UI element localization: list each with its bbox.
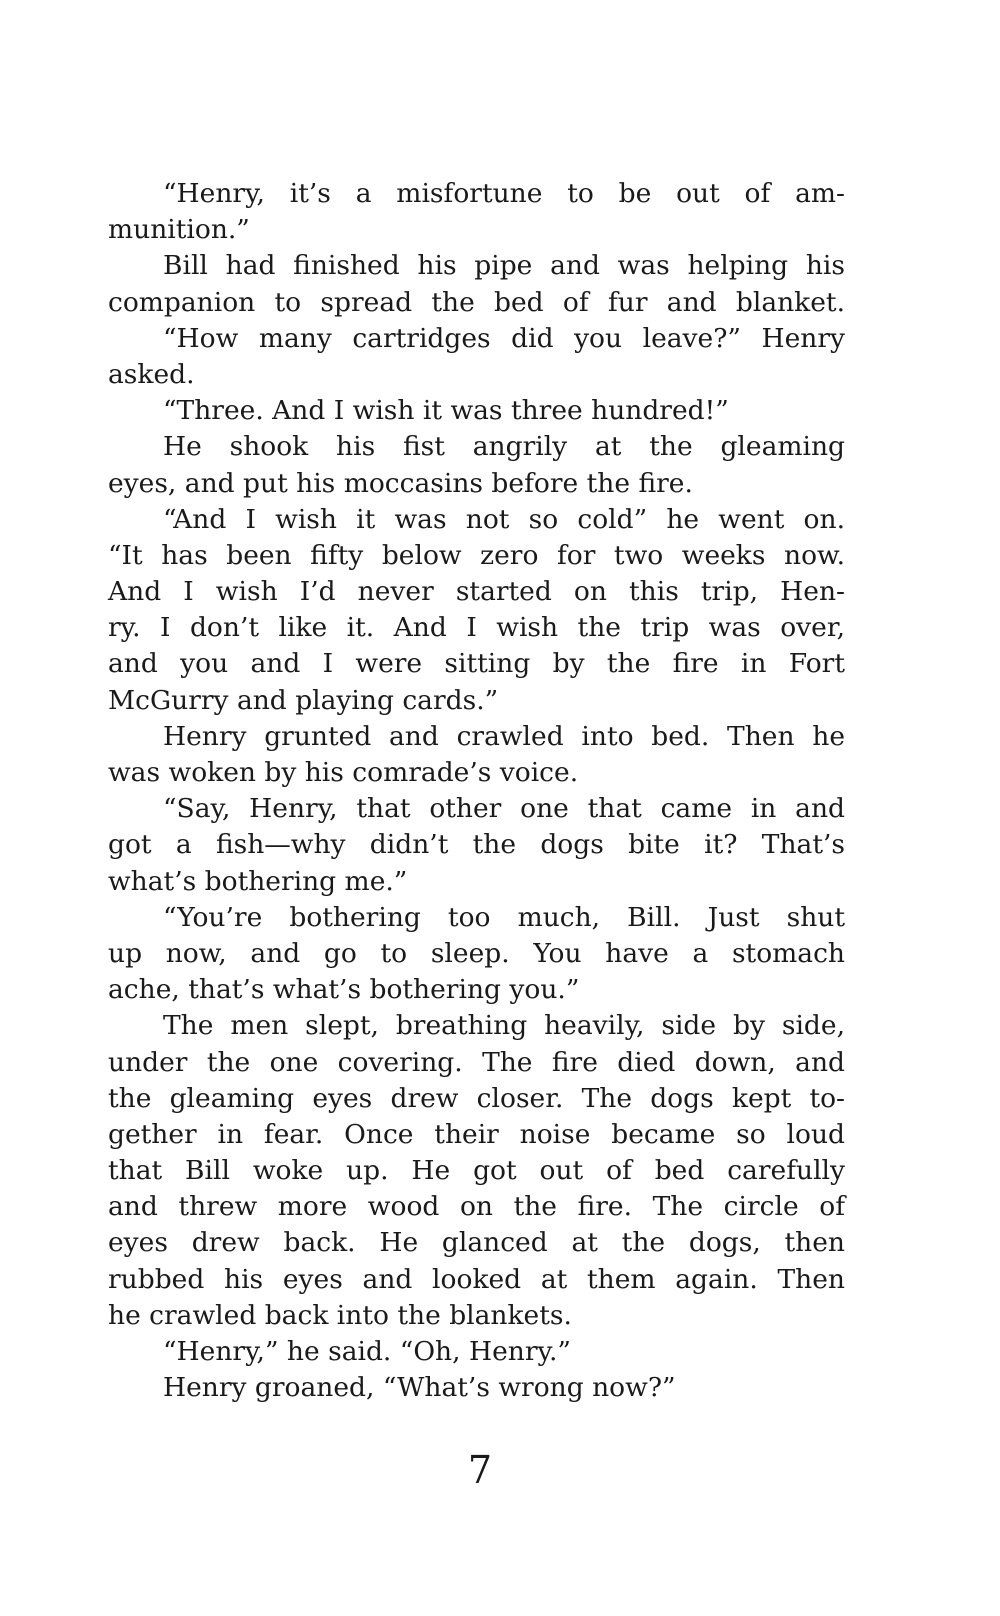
text-line: “Henry, it’s a misfortune to be out of am- bbox=[163, 178, 845, 209]
text-line: the gleaming eyes drew closer. The dogs kept to- bbox=[108, 1082, 845, 1114]
text-line: “It has been fifty below zero for two weeks now. bbox=[108, 539, 845, 571]
text-line: Bill had finished his pipe and was helping his bbox=[163, 250, 845, 282]
text-line: “How many cartridges did you leave?” Henry bbox=[163, 322, 845, 354]
text-line: and threw more wood on the fire. The circle of bbox=[108, 1191, 845, 1223]
text-line: Henry grunted and crawled into bed. Then he bbox=[163, 720, 845, 752]
text-line: under the one covering. The fire died down, and bbox=[108, 1046, 845, 1078]
text-line: The men slept, breathing heavily, side by side, bbox=[163, 1010, 845, 1042]
text-line: companion to spread the bed of fur and blanket. bbox=[108, 286, 845, 318]
text-line: rubbed his eyes and looked at them again. Then bbox=[108, 1263, 845, 1295]
text-line: “Henry,” he said. “Oh, Henry.” bbox=[163, 1336, 571, 1367]
text-line: He shook his fist angrily at the gleaming bbox=[163, 431, 845, 463]
text-line: “You’re bothering too much, Bill. Just shut bbox=[163, 901, 845, 933]
text-line: McGurry and playing cards.” bbox=[108, 684, 499, 716]
text-line: gether in fear. Once their noise became so loud bbox=[108, 1118, 845, 1150]
text-line: got a fish—why didn’t the dogs bite it? That’s bbox=[108, 829, 845, 861]
text-line: what’s bothering me.” bbox=[108, 865, 408, 897]
text-line: was woken by his comrade’s voice. bbox=[108, 757, 579, 788]
text-line: munition.” bbox=[108, 214, 250, 246]
text-line: that Bill woke up. He got out of bed carefully bbox=[108, 1155, 845, 1187]
text-line: eyes, and put his moccasins before the fire. bbox=[108, 467, 693, 499]
text-line: eyes drew back. He glanced at the dogs, then bbox=[108, 1227, 845, 1259]
text-line: asked. bbox=[108, 358, 195, 390]
text-line: up now, and go to sleep. You have a stomach bbox=[108, 937, 845, 969]
text-line: And I wish I’d never started on this trip, Hen- bbox=[108, 576, 845, 608]
text-line: and you and I were sitting by the fire in Fort bbox=[108, 648, 845, 680]
body-text bbox=[108, 176, 845, 1406]
text-line: “Three. And I wish it was three hundred!” bbox=[163, 395, 729, 427]
text-line: ry. I don’t like it. And I wish the trip was over, bbox=[108, 612, 845, 644]
text-line: “Say, Henry, that other one that came in and bbox=[163, 793, 845, 825]
text-line: ache, that’s what’s bothering you.” bbox=[108, 974, 580, 1006]
text-line: Henry groaned, “What’s wrong now?” bbox=[163, 1372, 676, 1404]
page-number: 7 bbox=[467, 1448, 493, 1492]
text-line: “And I wish it was not so cold” he went on. bbox=[163, 503, 845, 535]
text-line: he crawled back into the blankets. bbox=[108, 1299, 572, 1331]
